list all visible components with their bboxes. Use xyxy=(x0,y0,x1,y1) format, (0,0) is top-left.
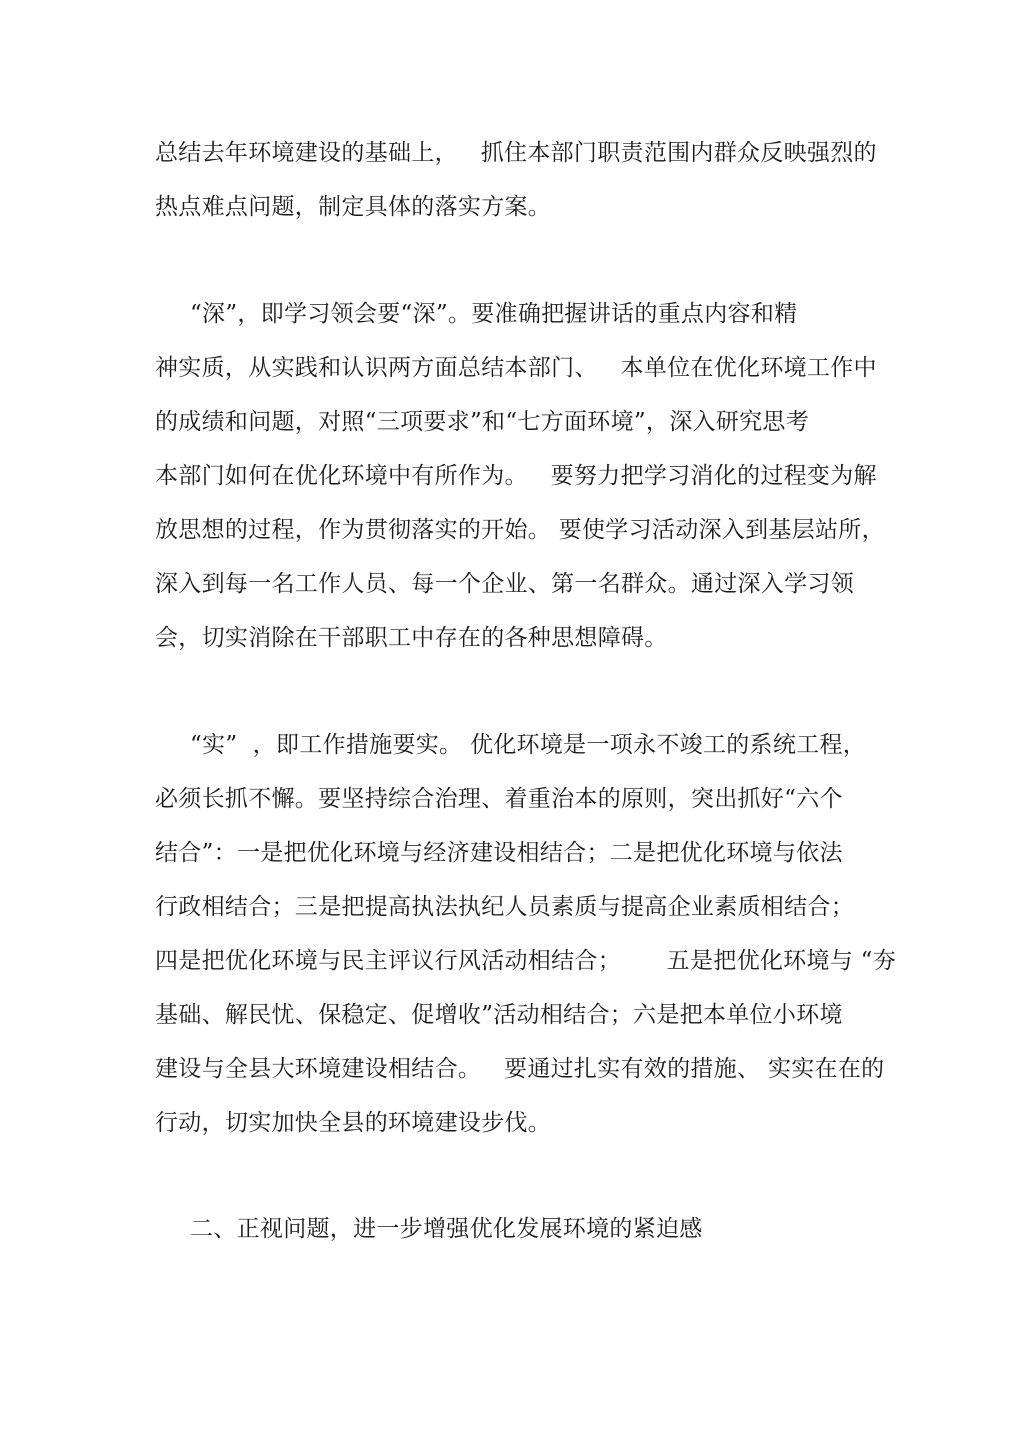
paragraph-3-line-2: 必须长抓不懈。要坚持综合治理、着重治本的原则，突出抓好“六个 xyxy=(155,786,843,812)
paragraph-2-line-6: 深入到每一名工作人员、每一个企业、第一名群众。通过深入学习领 xyxy=(155,571,854,597)
paragraph-2-line-2: 神实质，从实践和认识两方面总结本部门、 本单位在优化环境工作中 xyxy=(155,355,877,381)
paragraph-2-line-5: 放思想的过程，作为贯彻落实的开始。 要使学习活动深入到基层站所， xyxy=(155,517,885,543)
paragraph-3-line-7: 建设与全县大环境建设相结合。 要通过扎实有效的措施、 实实在在的 xyxy=(155,1056,885,1082)
paragraph-3-line-1: “实” ，即工作措施要实。 优化环境是一项永不竣工的系统工程， xyxy=(190,732,867,758)
paragraph-3-line-3: 结合”：一是把优化环境与经济建设相结合；二是把优化环境与依法 xyxy=(155,840,843,866)
paragraph-3-line-8: 行动，切实加快全县的环境建设步伐。 xyxy=(155,1110,552,1136)
paragraph-3-line-5: 四是把优化环境与民主评议行风活动相结合； 五是把优化环境与 “夯 xyxy=(155,948,897,974)
paragraph-1-line-1: 总结去年环境建设的基础上， 抓住本部门职责范围内群众反映强烈的 xyxy=(155,140,877,166)
section-heading: 二、正视问题，进一步增强优化发展环境的紧迫感 xyxy=(190,1216,703,1242)
paragraph-2-line-7: 会，切实消除在干部职工中存在的各种思想障碍。 xyxy=(155,625,668,651)
paragraph-2-line-3: 的成绩和问题，对照“三项要求”和“七方面环境”，深入研究思考 xyxy=(155,409,810,435)
paragraph-3-line-4: 行政相结合；三是把提高执法执纪人员素质与提高企业素质相结合； xyxy=(155,894,854,920)
paragraph-1-line-2: 热点难点问题，制定具体的落实方案。 xyxy=(155,194,552,220)
paragraph-2-line-4: 本部门如何在优化环境中有所作为。 要努力把学习消化的过程变为解 xyxy=(155,463,877,489)
paragraph-2-line-1: “深”，即学习领会要“深”。要准确把握讲话的重点内容和精 xyxy=(190,301,798,327)
paragraph-3-line-6: 基础、解民忧、保稳定、促增收”活动相结合；六是把本单位小环境 xyxy=(155,1002,843,1028)
